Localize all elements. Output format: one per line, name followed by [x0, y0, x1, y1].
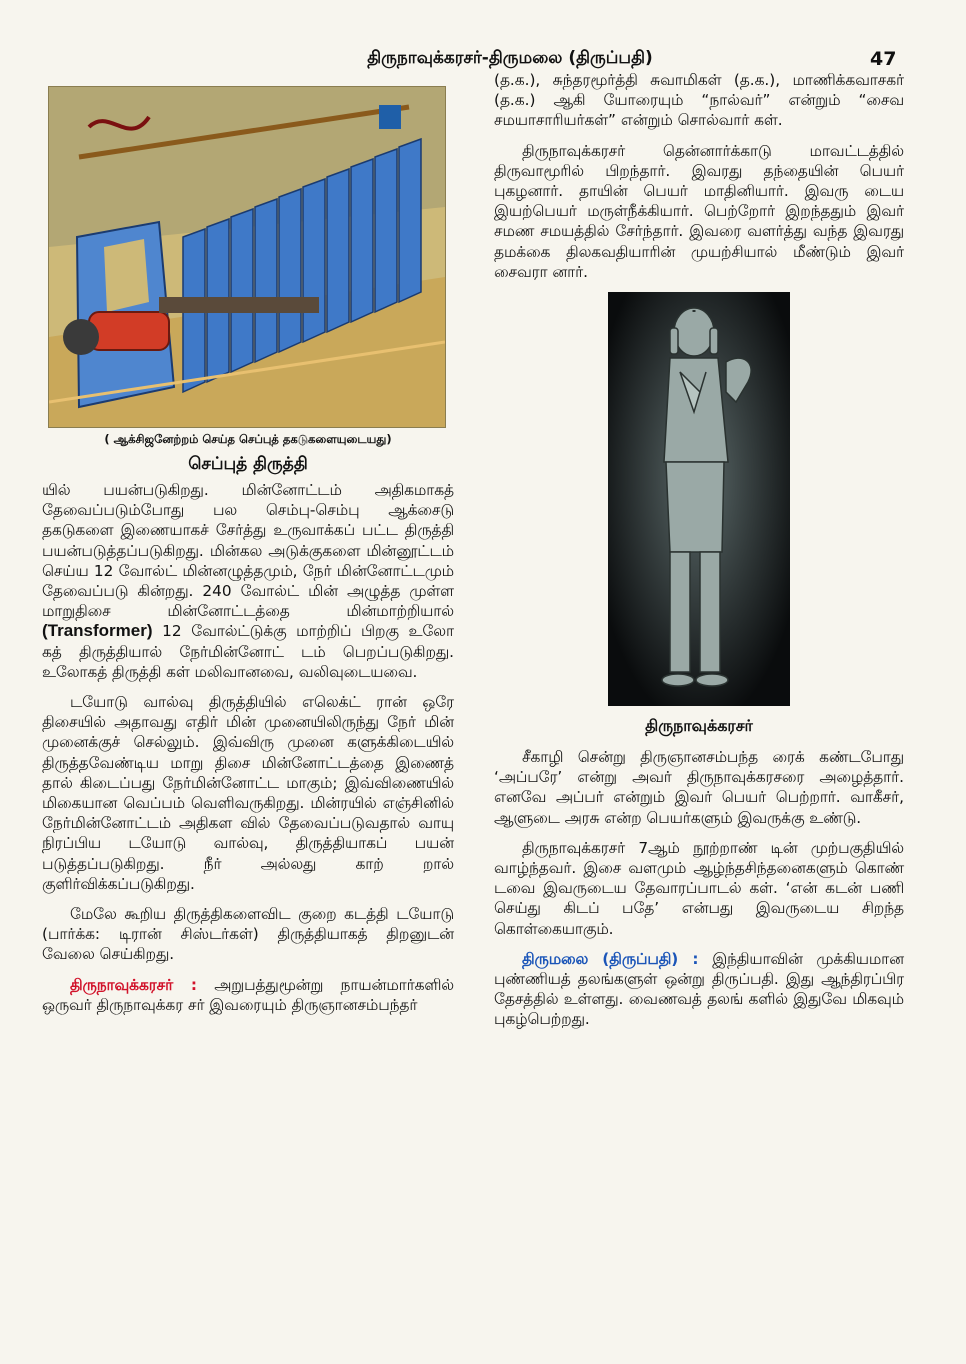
paragraph-text: அறுபத்துமூன்று நாயன்மார்களில் ஒருவர் திருநாவுக்கர சர் இவரையும் திருஞானசம்பந்தர்: [42, 975, 454, 1014]
paragraph-diode-valve: டயோடு வால்வு திருத்தியில் எலெக்ட் ரான் ஒரே திசையில் அதாவது எதிர் மின் முனையிலிருந்து நேர் மின் முனைக்குச் செல்லும். இவ்விரு முனை களுக்கிடையில் திருத்தவேண்டிய மாறு திசை மின்னோட்டத்தை இணைத் தால் கிடைப்பது நேர்மின்னோட்ட மாகும்; இவ்விணையில் மிகையான வெப்பம் வெளிவருகிறது. மின்ரயில் எஞ்சினில் நேர்மின்னோட்டம் அதிகள வில் தேவைப்படுவதால் வாயு நிரப்பிய டயோடு வால்வு, திருத்தியாகப் பயன் படுத்தப்படுகிறது. நீர் அல்லது காற் றால் குளிர்விக்கப்படுகிறது.: [42, 693, 454, 893]
transformer-term: (Transformer): [42, 621, 153, 641]
figure-caption: ( ஆக்சிஜனேற்றம் செய்த செப்புத் தகடுகளையுடையது): [104, 432, 392, 446]
paragraph-text: யில் பயன்படுகிறது. மின்னோட்டம் அதிகமாகத் தேவைப்படும்போது பல செம்பு-செம்பு ஆக்சைடு தகடுகளை இணையாகச் சேர்த்து உருவாக்கப் பட்ட திருத்தி பயன்படுத்தப்படுகிறது. மின்கல அடுக்குகளை மின்னூட்டம் செய்ய 12 வோல்ட் மின்னழுத்தமும், நேர் மின்னோட்டமும் தேவைப்படு கின்றது. 240 வோல்ட் மின் அழுத்த முள்ள மாறுதிசை மின்னோட்டத்தை மின்மாற்றியால்: [42, 481, 454, 621]
right-column: [494, 70, 904, 1040]
figure-title: செப்புத் திருத்தி: [188, 454, 308, 474]
entry-heading-thirunavukkarasar: திருநாவுக்கரசர் :: [70, 975, 197, 994]
statue-drawing: [608, 292, 790, 706]
paragraph-thevaram: திருநாவுக்கரசர் 7ஆம் நூற்றாண் டின் முற்பகுதியில் வாழ்ந்தவர். இசை வளமும் ஆழ்ந்தசிந்தனைகளும் கொண் டவை இவருடைய தேவாரப்பாடல் கள். ‘என் கடன் பணி செய்து கிடப் பதே’ என்பது இவருடைய சிறந்த கொள்கையாகும்.: [494, 838, 904, 938]
entry-heading-thirumalai: திருமலை (திருப்பதி) :: [522, 949, 699, 968]
paragraph-thirumalai: [494, 949, 904, 1030]
left-column: [42, 86, 454, 1025]
copper-rectifier-illustration: [48, 86, 446, 428]
paragraph-thirunavukkarasar-intro: [42, 975, 454, 1015]
paragraph-text: 12 வோல்ட்டுக்கு மாற்றிப் பிறகு உலோ கத் திருத்தியால் நேர்மின்னோட் டம் பெறப்படுகிறது. உலோகத் திருத்தி கள் மலிவானவை, வலிவுடையவை.: [42, 622, 454, 681]
running-title: திருநாவுக்கரசர்-திருமலை (திருப்பதி): [367, 48, 653, 68]
thirunavukkarasar-statue-photo: [608, 292, 790, 706]
paragraph-semiconductor: மேலே கூறிய திருத்திகளைவிட குறை கடத்தி டயோடு (பார்க்க: டிரான் சிஸ்டர்கள்) திருத்தியாகத் திறனுடன் வேலை செய்கிறது.: [42, 905, 454, 964]
photo-caption: திருநாவுக்கரசர்: [645, 716, 753, 736]
paragraph-appar-name: சீகாழி சென்று திருஞானசம்பந்த ரைக் கண்டபோது ‘அப்பரே’ என்று அவர் திருநாவுக்கரசரை அழைத்தார். எனவே அப்பர் என்றும் இவர் பெயர் பெற்றார். வாகீசர், ஆளுடை அரசு என்ற பெயர்களும் இவருக்கு உண்டு.: [494, 748, 904, 827]
rectifier-drawing: [49, 87, 445, 427]
page-number: 47: [870, 48, 897, 70]
paragraph-naalvar: (த.க.), சுந்தரமூர்த்தி சுவாமிகள் (த.க.), மாணிக்கவாசகர் (த.க.) ஆகி யோரையும் “நால்வர்” என்றும் “சைவ சமயாசாரியர்கள்” என்றும் சொல்வார் கள்.: [494, 71, 904, 130]
paragraph-birth: திருநாவுக்கரசர் தென்னார்க்காடு மாவட்டத்தில் திருவாமூரில் பிறந்தார். இவரது தந்தையின் பெயர் புகழனார். தாயின் பெயர் மாதினியார். இவரு டைய இயற்பெயர் மருள்நீக்கியார். பெற்றோர் இறந்ததும் இவர் சமண சமயத்தில் சேர்ந்தார். இவரை வளர்த்து வந்த இவரது தமக்கை திலகவதியாரின் முயற்சியால் மீண்டும் இவர் சைவரா னார்.: [494, 141, 904, 281]
paragraph-text: இந்தியாவின் முக்கியமான புண்ணியத் தலங்களுள் ஒன்று திருப்பதி. இது ஆந்திரப்பிர தேசத்தில் உள்ளது. வைணவத் தலங் களில் இதுவே மிகவும் புகழ்பெற்றது.: [494, 949, 904, 1029]
paragraph-rectifier-usage: [42, 480, 454, 682]
